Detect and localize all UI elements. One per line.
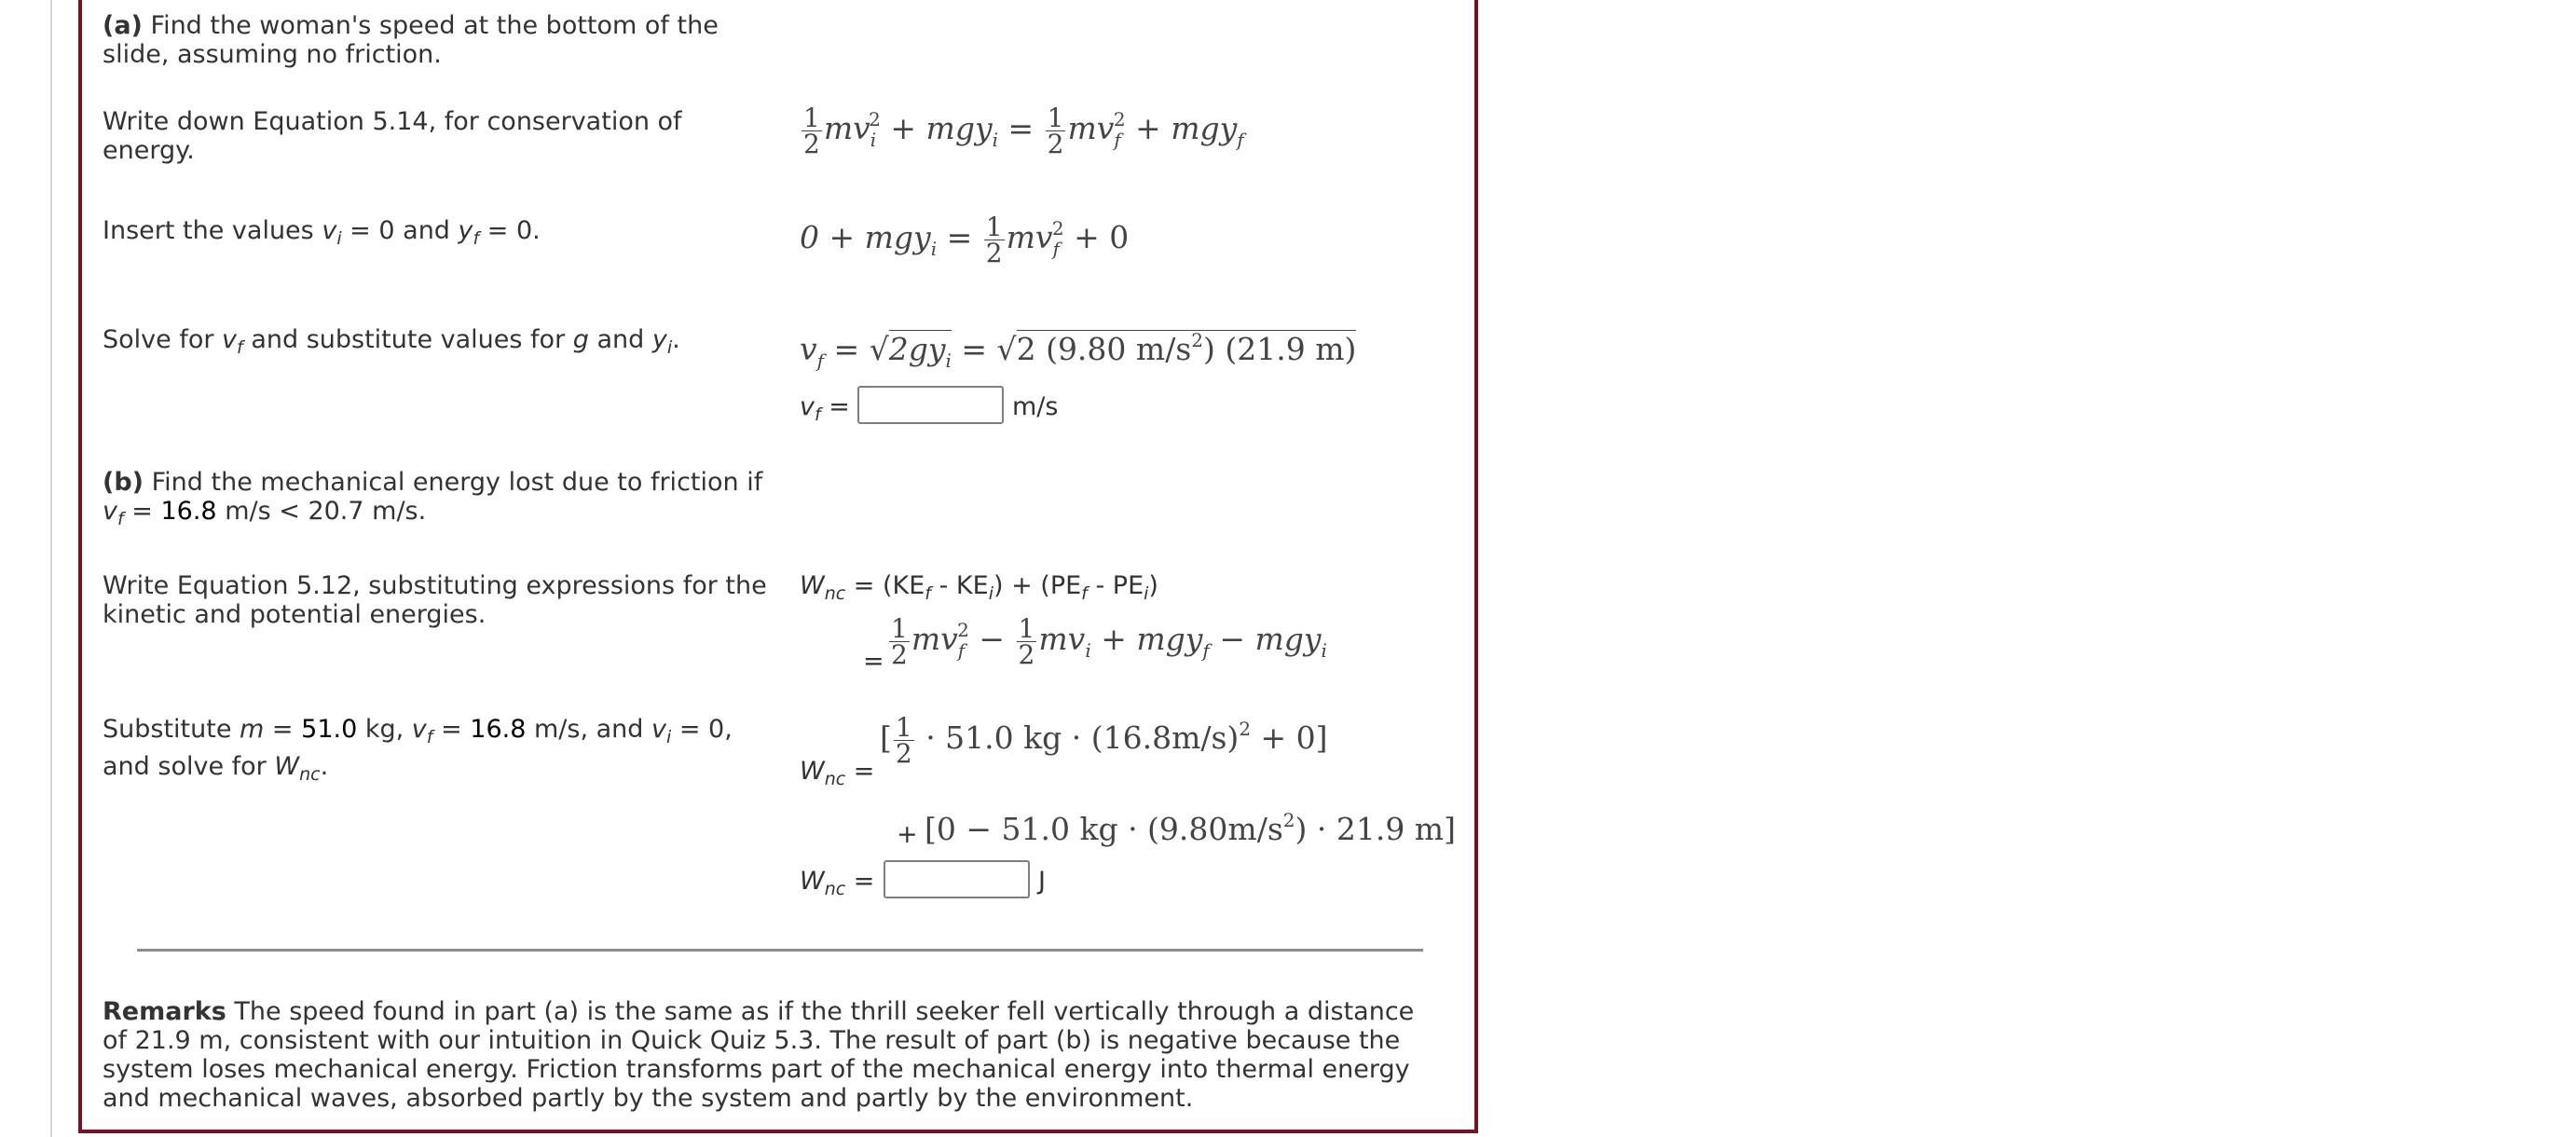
wnc-answer-label: $W_{nc}$ = [800,867,875,899]
expanded-work-equation: $\frac{1}{2}$ $mv_f^2$ − $\frac{1}{2}$ $mv_i + mgy_f - mgy_i$ [891,612,1327,670]
vf-answer-input[interactable] [857,386,1004,424]
part-a-step1-text: Write down Equation 5.14, for conservation of energy. [103,107,682,165]
page-left-border [50,0,52,1137]
part-a-prompt: (a) Find the woman's speed at the bottom of the slide, assuming no friction. [103,11,719,69]
wnc-unit: J [1038,867,1046,896]
energy-conservation-equation: $\frac{1}{2}$ $mv_i^2 + mgy_i$ = $\frac{1}{2}$ $mv_f^2 + mgy_f$ [803,102,1244,159]
expanded-eq-prefix: = [863,647,884,676]
work-energy-equation: $W_{nc} = (KE_f - KE_i) + (PE_f - PE_i)$ [800,571,1158,604]
wnc-kinetic-term: [ $\frac{1}{2}$ · 51.0 kg · $(16.8m/s)^2 + 0$] [880,711,1328,769]
wnc-potential-term: [0 − 51.0 kg · $(9.80m/s^2) \cdot 21.9$ m] [925,809,1456,847]
part-a-step3-text: Solve for $v_f$ and substitute values for g and $y_i$. [103,325,680,358]
vf-answer-label: $v_f$ = [800,392,850,425]
vf-unit: m/s [1012,392,1059,421]
substituted-equation: 0 + mgy$_i$ = $\frac{1}{2}$ $mv_f^2 + 0$ [800,211,1130,268]
wnc-calc-label: $W_{nc}$ = [800,757,875,789]
part-b-step2-text: Substitute m = 51.0 kg, $v_f = 16.8$ m/s, and $v_i = 0$, and solve for $W_{nc}$. [103,715,733,785]
part-a-step2-text: Insert the values $v_i = 0$ and $y_f = 0$. [103,216,541,249]
solution-panel [78,0,1478,1133]
part-b-step1-text: Write Equation 5.12, substituting expressions for the kinetic and potential energies. [103,571,767,629]
speed-solution-equation: $v_f = √2gy_i = √2$ (9.80 $m/s^2$) (21.9 m) [800,329,1357,372]
plus-sign: + [897,820,918,849]
part-b-prompt: (b) Find the mechanical energy lost due to friction if $v_f = 16.8$ m/s < 20.7 m/s. [103,468,763,529]
section-divider [137,949,1423,952]
remarks-paragraph: Remarks The speed found in part (a) is the same as if the thrill seeker fell vertically through a distance of 21.9 m, consistent with our intuition in Quick Quiz 5.3. The result of part (b) is negative because the system loses mechanical energy. Friction transforms part of the mechanical energy into thermal energy and mechanical waves, absorbed partly by the system and partly by the environment. [103,997,1415,1113]
wnc-answer-input[interactable] [884,860,1030,898]
